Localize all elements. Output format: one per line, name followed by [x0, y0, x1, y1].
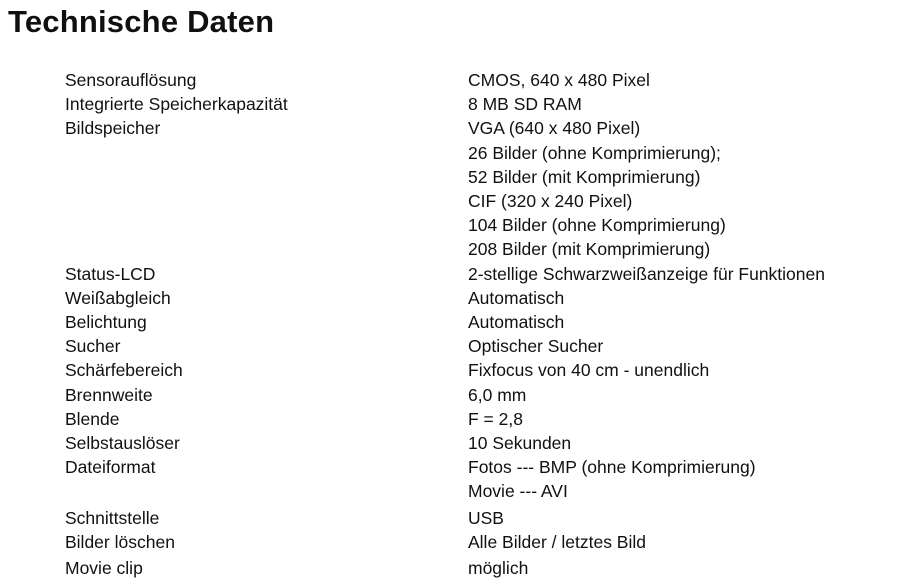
page-title: Technische Daten [8, 4, 275, 39]
spec-value: USB [468, 507, 504, 528]
spec-value: Movie --- AVI [468, 481, 568, 502]
spec-row [65, 556, 895, 580]
spec-value: Automatisch [468, 287, 565, 308]
spec-table [65, 68, 895, 580]
spec-values [468, 310, 895, 334]
spec-label: Schärfebereich [65, 360, 183, 381]
spec-value: CIF (320 x 240 Pixel) [468, 191, 633, 212]
spec-value: 6,0 mm [468, 384, 527, 405]
spec-value: Fotos --- BMP (ohne Komprimierung) [468, 457, 756, 478]
spec-values [468, 116, 895, 261]
spec-value: Fixfocus von 40 cm - unendlich [468, 360, 710, 381]
spec-row [65, 262, 895, 286]
spec-value: F = 2,8 [468, 408, 523, 429]
spec-label: Schnittstelle [65, 507, 160, 528]
spec-value: 52 Bilder (mit Komprimierung) [468, 166, 701, 187]
spec-values [468, 262, 895, 286]
spec-label: Dateiformat [65, 457, 156, 478]
spec-row [65, 506, 895, 530]
spec-row [65, 286, 895, 310]
spec-label: Sucher [65, 336, 121, 357]
spec-label: Selbstauslöser [65, 433, 180, 454]
spec-value: 10 Sekunden [468, 433, 572, 454]
spec-label: Movie clip [65, 558, 143, 579]
spec-row [65, 530, 895, 554]
spec-values [468, 455, 895, 503]
spec-label: Integrierte Speicherkapazität [65, 94, 288, 115]
spec-value: Automatisch [468, 312, 565, 333]
spec-row [65, 383, 895, 407]
spec-row [65, 116, 895, 261]
spec-label: Bildspeicher [65, 118, 161, 139]
spec-values [468, 92, 895, 116]
spec-label: Bilder löschen [65, 531, 175, 552]
spec-label: Blende [65, 408, 120, 429]
spec-label: Brennweite [65, 384, 153, 405]
spec-label: Status-LCD [65, 263, 156, 284]
spec-value: 104 Bilder (ohne Komprimierung) [468, 215, 726, 236]
spec-label: Sensorauflösung [65, 70, 197, 90]
spec-values [468, 506, 895, 530]
spec-value: 2-stellige Schwarzweißanzeige für Funktionen [468, 263, 825, 284]
spec-values [468, 286, 895, 310]
spec-value: möglich [468, 558, 529, 579]
spec-values [468, 383, 895, 407]
spec-label: Belichtung [65, 312, 147, 333]
spec-row [65, 358, 895, 382]
spec-label: Weißabgleich [65, 287, 171, 308]
spec-row [65, 334, 895, 358]
spec-row [65, 407, 895, 431]
spec-values [468, 556, 895, 580]
spec-values [468, 358, 895, 382]
spec-values [468, 431, 895, 455]
spec-value: Alle Bilder / letztes Bild [468, 531, 646, 552]
spec-row [65, 310, 895, 334]
spec-value: CMOS, 640 x 480 Pixel [468, 70, 650, 90]
spec-row [65, 455, 895, 503]
spec-row [65, 68, 895, 92]
spec-values [468, 407, 895, 431]
spec-row [65, 92, 895, 116]
spec-values [468, 68, 895, 92]
spec-value: 8 MB SD RAM [468, 94, 582, 115]
spec-value: 26 Bilder (ohne Komprimierung); [468, 142, 721, 163]
spec-value: 208 Bilder (mit Komprimierung) [468, 239, 711, 260]
spec-value: VGA (640 x 480 Pixel) [468, 118, 641, 139]
spec-value: Optischer Sucher [468, 336, 604, 357]
spec-row [65, 431, 895, 455]
spec-values [468, 530, 895, 554]
spec-values [468, 334, 895, 358]
